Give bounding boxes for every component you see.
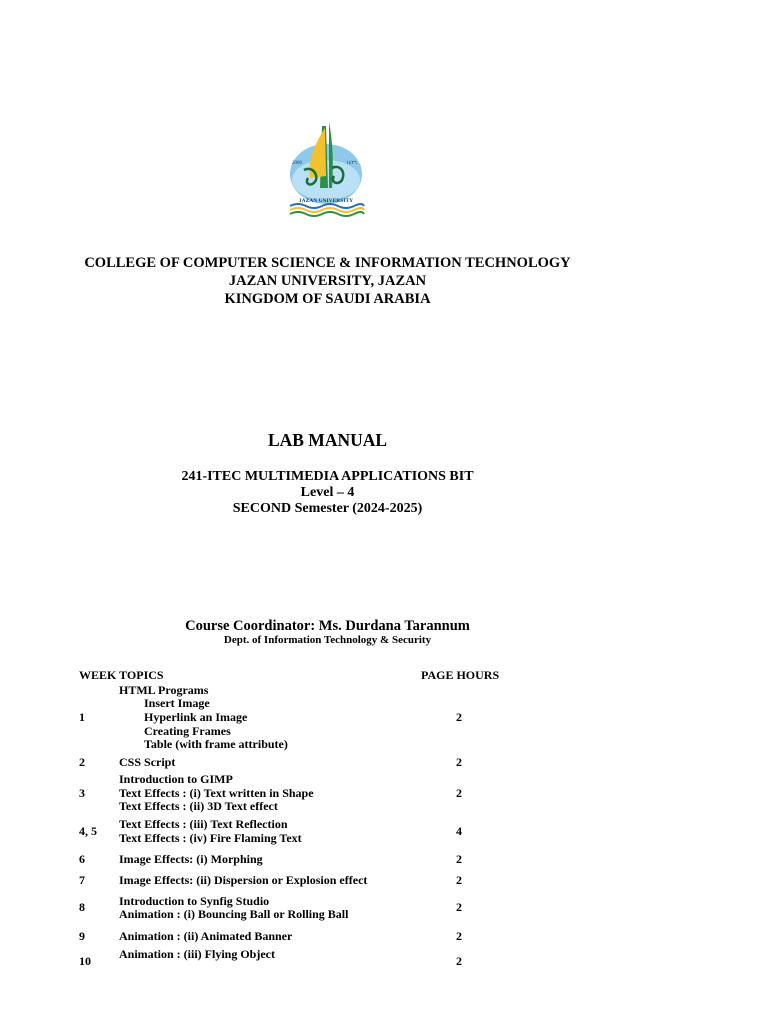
topic-line: Text Effects : (iii) Text Reflection — [119, 817, 288, 831]
header-week-topics: WEEK TOPICS — [79, 668, 164, 682]
hours-value: 2 — [456, 900, 462, 914]
week-number: 8 — [79, 900, 85, 914]
subtopic-line: Creating Frames — [144, 724, 231, 738]
course-level: Level – 4 — [300, 485, 355, 500]
logo-english-name: JAZAN UNIVERSITY — [298, 198, 354, 204]
university-name: JAZAN UNIVERSITY, JAZAN — [228, 273, 427, 289]
course-code-title: 241-ITEC MULTIMEDIA APPLICATIONS BIT — [181, 469, 474, 484]
topic-line: Animation : (i) Bouncing Ball or Rolling Ball — [119, 907, 349, 921]
hours-value: 2 — [456, 929, 462, 943]
week-number: 2 — [79, 755, 85, 769]
week-number: 3 — [79, 786, 85, 800]
course-coordinator: Course Coordinator: Ms. Durdana Tarannum — [185, 618, 470, 634]
header-page-hours: PAGE HOURS — [421, 668, 500, 682]
week-number: 9 — [79, 929, 85, 943]
topic-line: Text Effects : (i) Text written in Shape — [119, 786, 314, 800]
subtopic-line: Table (with frame attribute) — [144, 737, 288, 751]
topic-line: Animation : (ii) Animated Banner — [119, 929, 293, 943]
hours-value: 2 — [456, 852, 462, 866]
week-number: 10 — [79, 954, 91, 968]
department-name: Dept. of Information Technology & Security — [223, 634, 432, 646]
country-name: KINGDOM OF SAUDI ARABIA — [224, 291, 431, 307]
hours-value: 2 — [456, 710, 462, 724]
topic-line: Image Effects: (ii) Dispersion or Explosion effect — [119, 873, 368, 887]
week-number: 6 — [79, 852, 85, 866]
topic-line: Animation : (iii) Flying Object — [119, 947, 275, 961]
topic-line: Text Effects : (ii) 3D Text effect — [119, 799, 278, 813]
logo-year-left: 2006 — [292, 161, 302, 166]
hours-value: 2 — [456, 755, 462, 769]
hours-value: 4 — [456, 824, 462, 838]
hours-value: 2 — [456, 873, 462, 887]
topic-line: CSS Script — [119, 755, 176, 769]
hours-value: 2 — [456, 786, 462, 800]
manual-title: LAB MANUAL — [267, 430, 388, 450]
topic-line: HTML Programs — [119, 683, 209, 697]
week-number: 1 — [79, 710, 85, 724]
course-semester: SECOND Semester (2024-2025) — [232, 501, 423, 516]
logo-year-right: ١٤٢٦ — [346, 160, 357, 166]
week-number: 7 — [79, 873, 85, 887]
week-number: 4, 5 — [79, 824, 97, 838]
college-name: COLLEGE OF COMPUTER SCIENCE & INFORMATION TECHNOLOGY — [84, 255, 571, 271]
subtopic-line: Insert Image — [144, 696, 210, 710]
jazan-university-logo — [282, 118, 370, 218]
topic-line: Introduction to Synfig Studio — [119, 894, 270, 908]
subtopic-line: Hyperlink an Image — [144, 710, 248, 724]
topic-line: Introduction to GIMP — [119, 772, 233, 786]
topic-line: Text Effects : (iv) Fire Flaming Text — [119, 831, 302, 845]
topic-line: Image Effects: (i) Morphing — [119, 852, 263, 866]
hours-value: 2 — [456, 954, 462, 968]
